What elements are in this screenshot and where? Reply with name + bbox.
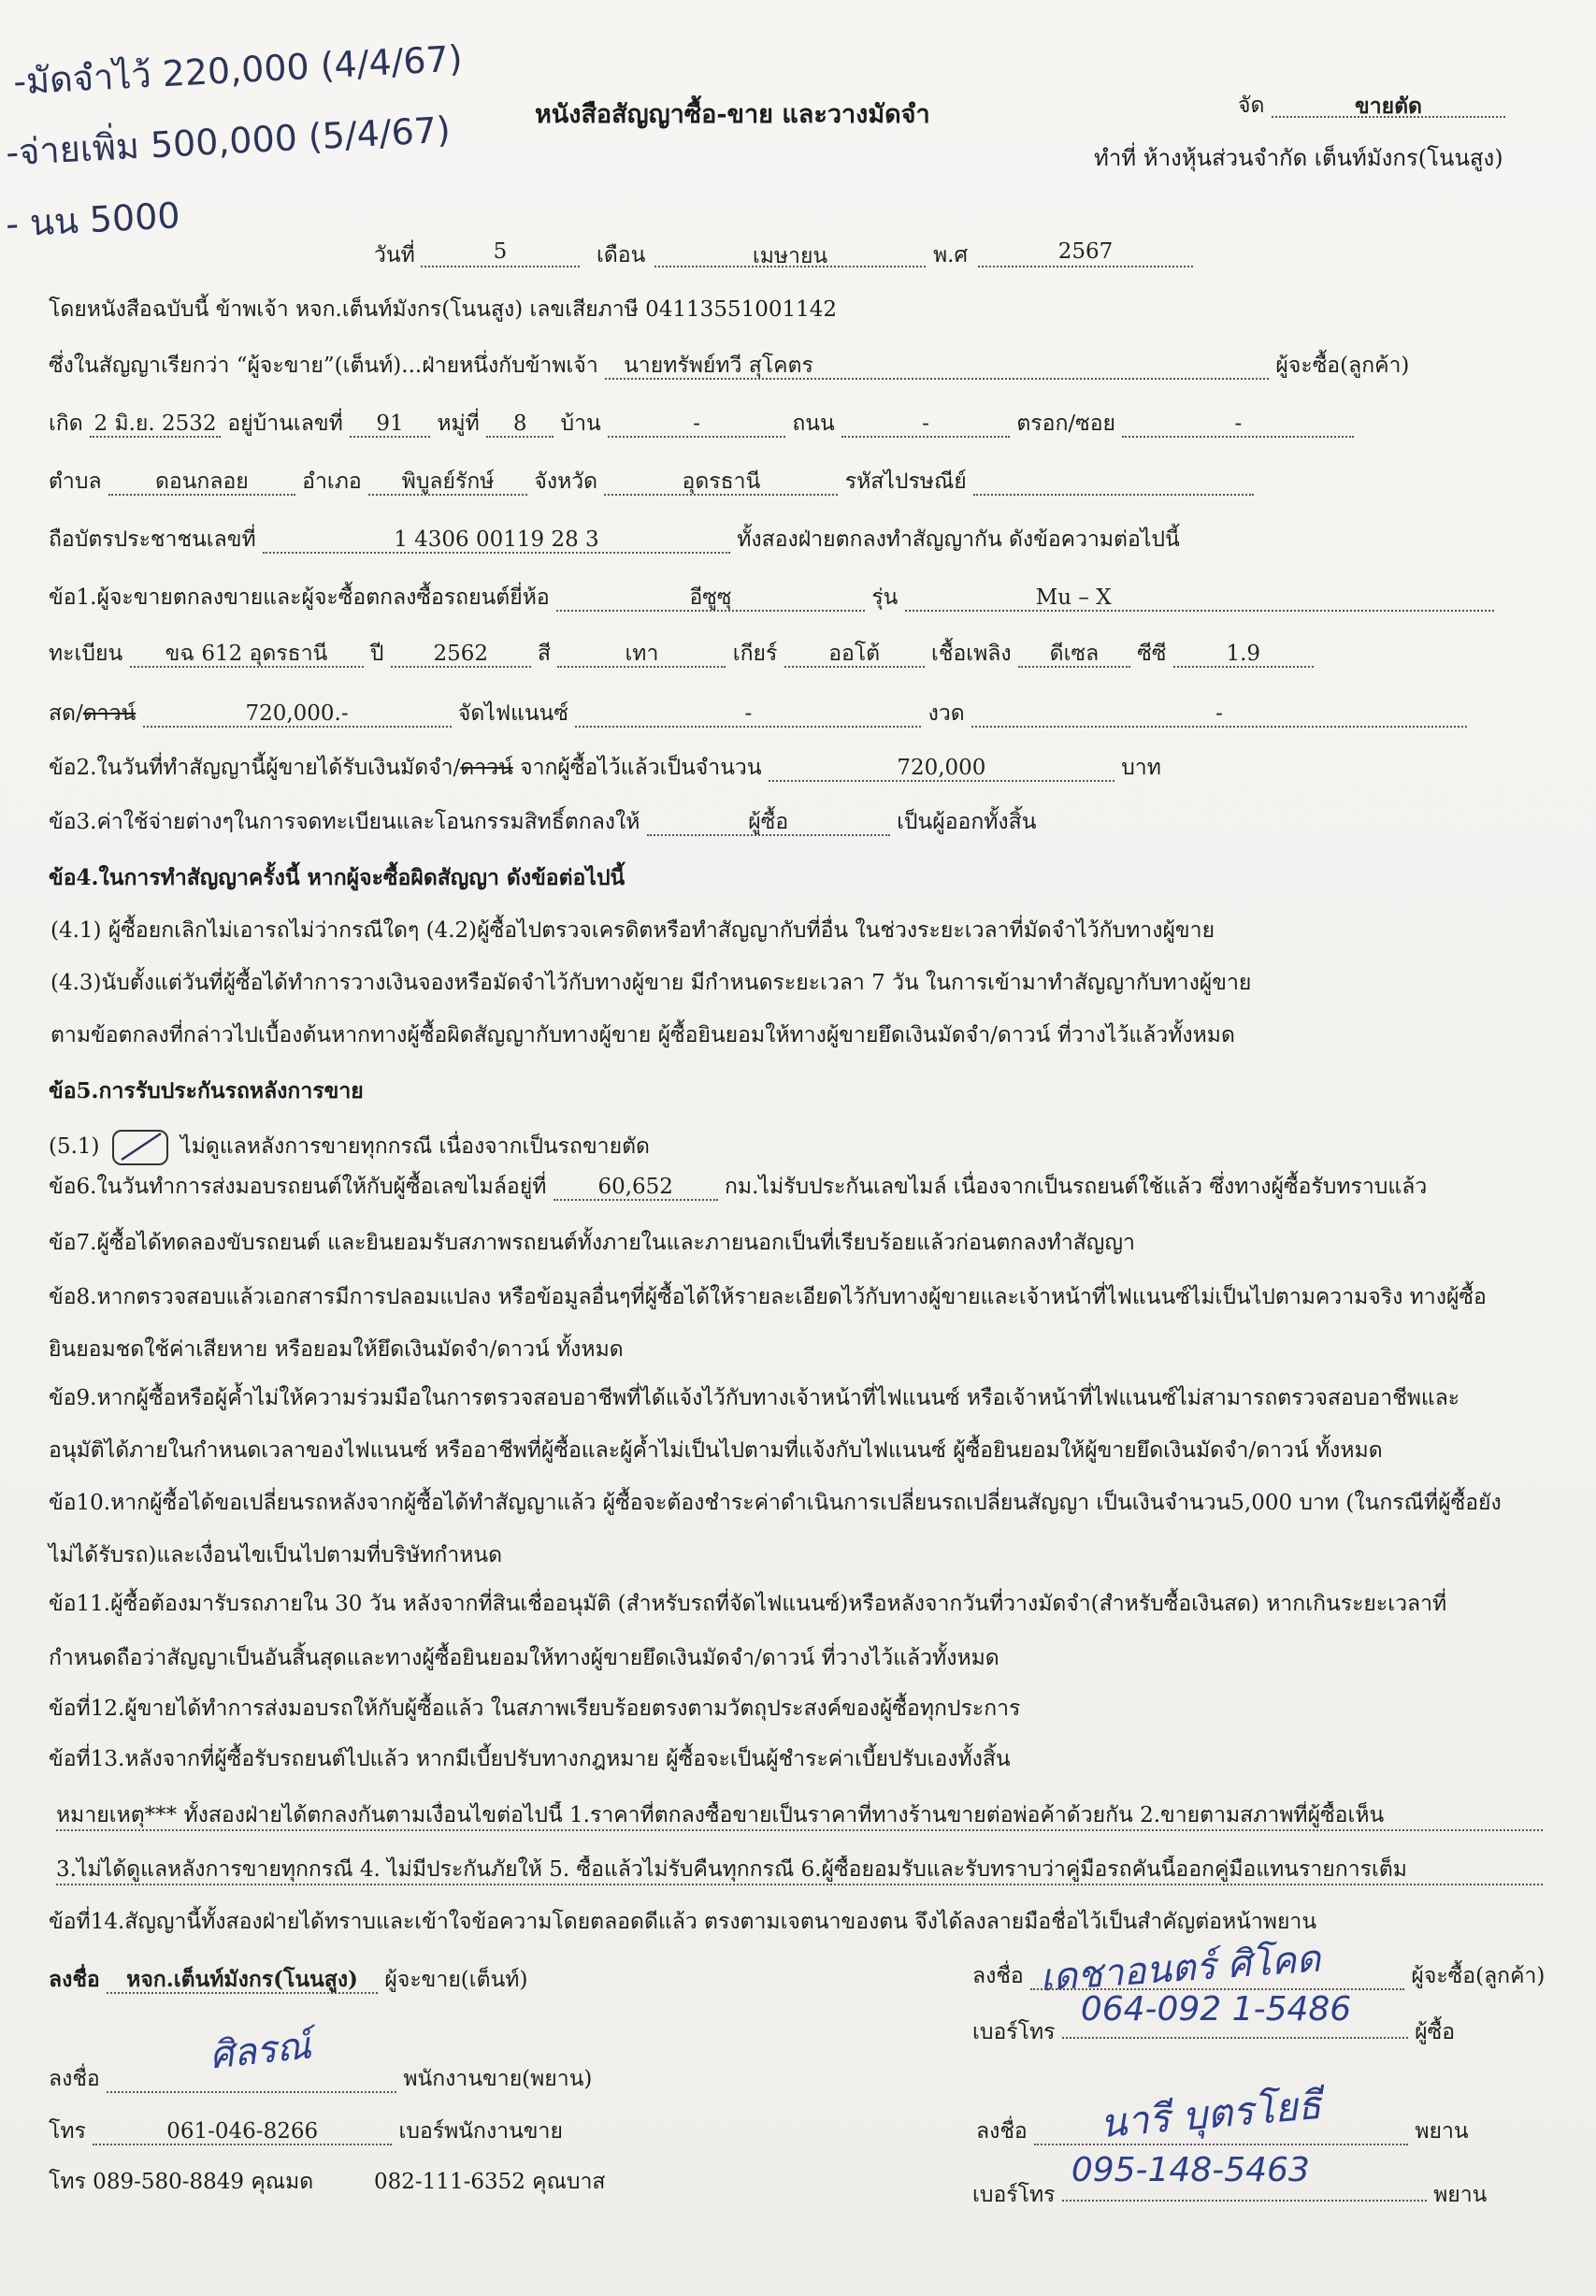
handwritten-note-fee: - นน 5000 bbox=[5, 195, 181, 245]
date-month: เมษายน bbox=[654, 239, 926, 267]
clause11a: ข้อ11.ผู้ซื้อต้องมารับรถภายใน 30 วัน หลังจากที่สินเชื่ออนุมัติ (สำหรับรถที่จัดไฟแนนซ์)หรือหลังจากวันที่วางมัดจำ(สำหรับซื้อเงินสด) หากเกินระยะเวลาที่ bbox=[49, 1592, 1447, 1616]
remark-line-1: หมายเหตุ*** ทั้งสองฝ่ายได้ตกลงกันตามเงื่อนไขต่อไปนี้ 1.ราคาที่ตกลงซื้อขายเป็นราคาที่ทางร้านขายต่อพ่อค้าด้วยกัน 2.ขายตามสภาพที่ผู้ซื้อเห็น bbox=[56, 1801, 1543, 1831]
clause8a: ข้อ8.หากตรวจสอบแล้วเอกสารมีการปลอมแปลง หรือข้อมูลอื่นๆที่ผู้ซื้อได้ให้รายละเอียดไว้กับทางผู้ขายและเจ้าหน้าที่ไฟแนนซ์ไม่เป็นไปตามความจริง ทางผู้ซื้อ bbox=[49, 1285, 1487, 1309]
witness-role: พยาน bbox=[1415, 2119, 1469, 2144]
clause4-title: ข้อ4.ในการทำสัญญาครั้งนี้ หากผู้จะซื้อผิดสัญญา ดังข้อต่อไปนี้ bbox=[49, 865, 625, 890]
birth-label: เกิด bbox=[49, 412, 83, 436]
car-model: Mu – X bbox=[905, 584, 1494, 612]
contact-2: 082-111-6352 คุณบาส bbox=[374, 2170, 606, 2194]
installment-label: งวด bbox=[927, 701, 965, 726]
clause3-text-a: ข้อ3.ค่าใช้จ่ายต่างๆในการจดทะเบียนและโอนกรรมสิทธิ์ตกลงให้ bbox=[49, 810, 640, 834]
buyer-phone-label: เบอร์โทร bbox=[972, 2020, 1056, 2044]
buyer-signature: เดชาอนตร์ ศิโคด bbox=[1038, 1937, 1322, 2000]
seller-role: ผู้จะขาย(เต็นท์) bbox=[384, 1968, 528, 1992]
witness-phone-role: พยาน bbox=[1433, 2183, 1488, 2207]
handwritten-note-deposit: -มัดจำไว้ 220,000 (4/4/67) bbox=[12, 37, 464, 103]
buyer-phone-role: ผู้ซื้อ bbox=[1415, 2020, 1456, 2044]
staff-phone-label: โทร bbox=[49, 2119, 86, 2144]
clause3-text-b: เป็นผู้ออกทั้งสิ้น bbox=[897, 810, 1037, 834]
clause5-1-text: ไม่ดูแลหลังการขายทุกกรณี เนื่องจากเป็นรถขายตัด bbox=[180, 1134, 650, 1159]
id-suffix: ทั้งสองฝ่ายตกลงทำสัญญากัน ดังข้อความต่อไปนี้ bbox=[737, 527, 1180, 552]
clause10b: ไม่ได้รับรถ)และเงื่อนไขเป็นไปตามที่บริษัทกำหนด bbox=[49, 1543, 503, 1567]
category-label: จัด bbox=[1238, 94, 1265, 118]
road-label: ถนน bbox=[792, 412, 835, 436]
house-number: 91 bbox=[350, 410, 430, 438]
witness-sign-label: ลงชื่อ bbox=[976, 2119, 1028, 2144]
price-label-cash: สด/ bbox=[49, 701, 83, 726]
id-number: 1 4306 00119 28 3 bbox=[263, 526, 730, 554]
price-label-down-struck: ดาวน์ bbox=[82, 701, 137, 726]
seller-sign-label: ลงชื่อ bbox=[49, 1967, 100, 1992]
car-price: 720,000.- bbox=[143, 700, 452, 728]
clause4-1: (4.1) ผู้ซื้อยกเลิกไม่เอารถไม่ว่ากรณีใดๆ (4.2)ผู้ซื้อไปตรวจเครดิตหรือทำสัญญากับที่อื่น ในช่วงระยะเวลาที่มัดจำไว้กับทางผู้ขาย bbox=[50, 918, 1215, 943]
clause6-text-a: ข้อ6.ในวันทำการส่งมอบรถยนต์ให้กับผู้ซื้อเลขไมล์อยู่ที่ bbox=[49, 1175, 547, 1199]
clause2-text-a: ข้อ2.ในวันที่ทำสัญญานี้ผู้ขายได้รับเงินมัดจำ/ bbox=[49, 756, 461, 780]
amphoe-label: อำเภอ bbox=[302, 469, 362, 494]
village-value: - bbox=[608, 410, 785, 438]
clause6-text-b: กม.ไม่รับประกันเลขไมล์ เนื่องจากเป็นรถยนต์ใช้แล้ว ซึ่งทางผู้ซื้อรับทราบแล้ว bbox=[725, 1175, 1428, 1199]
buyer-phone: 064-092 1-5486 bbox=[1080, 1990, 1352, 2029]
buyer-name: นายทรัพย์ทวี สุโคตร bbox=[605, 352, 1269, 380]
birth-date: 2 มิ.ย. 2532 bbox=[90, 410, 221, 438]
deposit-amount: 720,000 bbox=[769, 754, 1114, 782]
finance-value: - bbox=[575, 700, 921, 728]
clause11b: กำหนดถือว่าสัญญาเป็นอันสิ้นสุดและทางผู้ซื้อยินยอมให้ทางผู้ขายยึดเงินมัดจำ/ดาวน์ ที่วางไว้แล้วทั้งหมด bbox=[49, 1646, 999, 1670]
soi-label: ตรอก/ซอย bbox=[1016, 412, 1116, 436]
car-year: 2562 bbox=[391, 640, 531, 668]
staff-phone: 061-046-8266 bbox=[93, 2117, 392, 2145]
seller-intro: โดยหนังสือฉบับนี้ ข้าพเจ้า หจก.เต็นท์มังกร(โนนสูง) เลขเสียภาษี 04113551001142 bbox=[49, 297, 838, 322]
handwritten-note-additional-payment: -จ่ายเพิ่ม 500,000 (5/4/67) bbox=[5, 108, 452, 174]
contact-1: โทร 089-580-8849 คุณมด bbox=[49, 2170, 314, 2194]
registration-label: ทะเบียน bbox=[49, 642, 123, 666]
house-label: อยู่บ้านเลขที่ bbox=[227, 412, 343, 436]
moo-label: หมู่ที่ bbox=[437, 412, 480, 436]
seller-line2-prefix: ซึ่งในสัญญาเรียกว่า “ผู้จะขาย”(เต็นท์)...ฝ่ายหนึ่งกับข้าพเจ้า bbox=[49, 354, 598, 378]
seller-name: หจก.เต็นท์มังกร(โนนสูง) bbox=[107, 1966, 378, 1994]
clause1-label: ข้อ1.ผู้จะขายตกลงขายและผู้จะซื้อตกลงซื้อรถยนต์ยี่ห้อ bbox=[49, 585, 550, 610]
province-value: อุดรธานี bbox=[604, 468, 838, 496]
clause5-1-num: (5.1) bbox=[49, 1134, 100, 1159]
amphoe-value: พิบูลย์รักษ์ bbox=[368, 468, 527, 496]
car-fuel: ดีเซล bbox=[1018, 640, 1130, 668]
tambon-value: ดอนกลอย bbox=[108, 468, 295, 496]
contract-place: ทำที่ ห้างหุ้นส่วนจำกัด เต็นท์มังกร(โนนสูง) bbox=[1094, 145, 1503, 171]
installment-value: - bbox=[971, 700, 1467, 728]
clause4-3b: ตามข้อตกลงที่กล่าวไปเบื้องต้นหากทางผู้ซื้อผิดสัญญากับทางผู้ขาย ผู้ซื้อยินยอมให้ทางผู้ขายยึดเงินมัดจำ/ดาวน์ ที่วางไว้แล้วทั้งหมด bbox=[50, 1023, 1235, 1047]
id-label: ถือบัตรประชาชนเลขที่ bbox=[49, 527, 256, 552]
staff-phone-role: เบอร์พนักงานขาย bbox=[398, 2119, 563, 2144]
car-gear: ออโต้ bbox=[784, 640, 925, 668]
car-brand: อีซูซุ bbox=[556, 584, 865, 612]
gear-label: เกียร์ bbox=[732, 642, 778, 666]
buyer-signature-line bbox=[1030, 1962, 1404, 1990]
buyer-role-label: ผู้จะซื้อ(ลูกค้า) bbox=[1275, 354, 1410, 378]
car-color: เทา bbox=[557, 640, 726, 668]
model-label: รุ่น bbox=[871, 585, 899, 610]
buyer-role: ผู้จะซื้อ(ลูกค้า) bbox=[1411, 1964, 1546, 1988]
clause9b: อนุมัติได้ภายในกำหนดเวลาของไฟแนนซ์ หรืออาชีพที่ผู้ซื้อและผู้ค้ำไม่เป็นไปตามที่แจ้งกับไฟแนนซ์ ผู้ซื้อยินยอมให้ผู้ขายยึดเงินมัดจำ/ดาวน์ ทั้งหมด bbox=[49, 1438, 1383, 1463]
date-year: 2567 bbox=[978, 239, 1193, 267]
witness-signature-line bbox=[1034, 2117, 1408, 2145]
witness-phone-label: เบอร์โทร bbox=[972, 2183, 1056, 2207]
clause13: ข้อที่13.หลังจากที่ผู้ซื้อรับรถยนต์ไปแล้ว หากมีเบี้ยปรับทางกฎหมาย ผู้ซื้อจะเป็นผู้ชำระค่าเบี้ยปรับเองทั้งสิ้น bbox=[49, 1747, 1011, 1771]
clause2-down-struck: ดาวน์ bbox=[460, 756, 513, 780]
clause10a: ข้อ10.หากผู้ซื้อได้ขอเปลี่ยนรถหลังจากผู้ซื้อได้ทำสัญญาแล้ว ผู้ซื้อจะต้องชำระค่าดำเนินการเปลี่ยนรถเปลี่ยนสัญญา เป็นเงินจำนวน5,000 บาท (ในกรณีที่ผู้ซื้อยัง bbox=[49, 1491, 1502, 1515]
date-day: 5 bbox=[421, 239, 580, 267]
clause2-text-b: จากผู้ซื้อไว้แล้วเป็นจำนวน bbox=[512, 756, 762, 780]
clause8b: ยินยอมชดใช้ค่าเสียหาย หรือยอมให้ยึดเงินมัดจำ/ดาวน์ ทั้งหมด bbox=[49, 1337, 624, 1362]
postal-label: รหัสไปรษณีย์ bbox=[844, 469, 967, 494]
year-label: ปี bbox=[369, 642, 384, 666]
date-year-label: พ.ศ bbox=[933, 243, 969, 267]
staff-sign-label: ลงชื่อ bbox=[49, 2067, 100, 2091]
registration-value: ขฉ 612 อุดรธานี bbox=[130, 640, 364, 668]
finance-label: จัดไฟแนนซ์ bbox=[457, 701, 569, 726]
color-label: สี bbox=[538, 642, 552, 666]
fuel-label: เชื้อเพลิง bbox=[930, 642, 1012, 666]
clause4-3a: (4.3)นับตั้งแต่วันที่ผู้ซื้อได้ทำการวางเงินจองหรือมัดจำไว้กับทางผู้ขาย มีกำหนดระยะเวลา 7 วัน ในการเข้ามาทำสัญญากับทางผู้ขาย bbox=[50, 971, 1252, 995]
village-label: บ้าน bbox=[560, 412, 601, 436]
checkmark-icon bbox=[114, 1132, 166, 1163]
date-day-label: วันที่ bbox=[374, 243, 415, 267]
remark-line-2: 3.ไม่ได้ดูแลหลังการขายทุกกรณี 4. ไม่มีประกันภัยให้ 5. ซื้อแล้วไม่รับคืนทุกกรณี 6.ผู้ซื้อยอมรับและรับทราบว่าคู่มือรถคันนี้ออกคู่มือแทนรายการเต็ม bbox=[56, 1856, 1543, 1885]
clause5-title: ข้อ5.การรับประกันรถหลังการขาย bbox=[49, 1078, 364, 1104]
staff-signature-line bbox=[107, 2065, 396, 2093]
car-cc: 1.9 bbox=[1173, 640, 1314, 668]
witness-phone: 095-148-5463 bbox=[1071, 2151, 1310, 2189]
province-label: จังหวัด bbox=[534, 469, 598, 494]
tambon-label: ตำบล bbox=[49, 469, 102, 494]
clause7: ข้อ7.ผู้ซื้อได้ทดลองขับรถยนต์ และยินยอมรับสภาพรถยนต์ทั้งภายในและภายนอกเป็นที่เรียบร้อยแล้วก่อนตกลงทำสัญญา bbox=[49, 1231, 1135, 1255]
clause9a: ข้อ9.หากผู้ซื้อหรือผู้ค้ำไม่ให้ความร่วมมือในการตรวจสอบอาชีพที่ได้แจ้งไว้กับทางเจ้าหน้าที่ไฟแนนซ์ หรือเจ้าหน้าที่ไฟแนนซ์ไม่สามารถตรวจสอบอาชีพและ bbox=[49, 1386, 1460, 1410]
staff-signature: ศิลรณ์ bbox=[207, 2024, 313, 2078]
road-value: - bbox=[841, 410, 1010, 438]
buyer-sign-label: ลงชื่อ bbox=[972, 1964, 1024, 1988]
postal-blank bbox=[973, 468, 1254, 496]
witness-signature: นารี บุตรโยธี bbox=[1098, 2081, 1324, 2147]
staff-role: พนักงานขาย(พยาน) bbox=[403, 2067, 593, 2091]
checkbox-checked[interactable] bbox=[112, 1130, 168, 1165]
clause12: ข้อที่12.ผู้ขายได้ทำการส่งมอบรถให้กับผู้ซื้อแล้ว ในสภาพเรียบร้อยตรงตามวัตถุประสงค์ของผู้ซื้อทุกประการ bbox=[49, 1697, 1021, 1721]
document-title: หนังสือสัญญาซื้อ-ขาย และวางมัดจำ bbox=[535, 100, 930, 129]
soi-value: - bbox=[1122, 410, 1354, 438]
cc-label: ซีซี bbox=[1137, 642, 1167, 666]
category-value: ขายตัด bbox=[1272, 90, 1505, 118]
buyer-phone-line bbox=[1062, 1990, 1408, 2039]
deposit-unit: บาท bbox=[1121, 756, 1161, 780]
moo-number: 8 bbox=[486, 410, 554, 438]
clause3-payer: ผู้ซื้อ bbox=[647, 808, 890, 836]
date-month-label: เดือน bbox=[597, 243, 646, 267]
clause14: ข้อที่14.สัญญานี้ทั้งสองฝ่ายได้ทราบและเข้าใจข้อความโดยตลอดดีแล้ว ตรงตามเจตนาของตน จึงได้ลงลายมือชื่อไว้เป็นสำคัญต่อหน้าพยาน bbox=[49, 1910, 1317, 1934]
witness-phone-line bbox=[1062, 2151, 1427, 2202]
mileage-value: 60,652 bbox=[554, 1173, 718, 1201]
